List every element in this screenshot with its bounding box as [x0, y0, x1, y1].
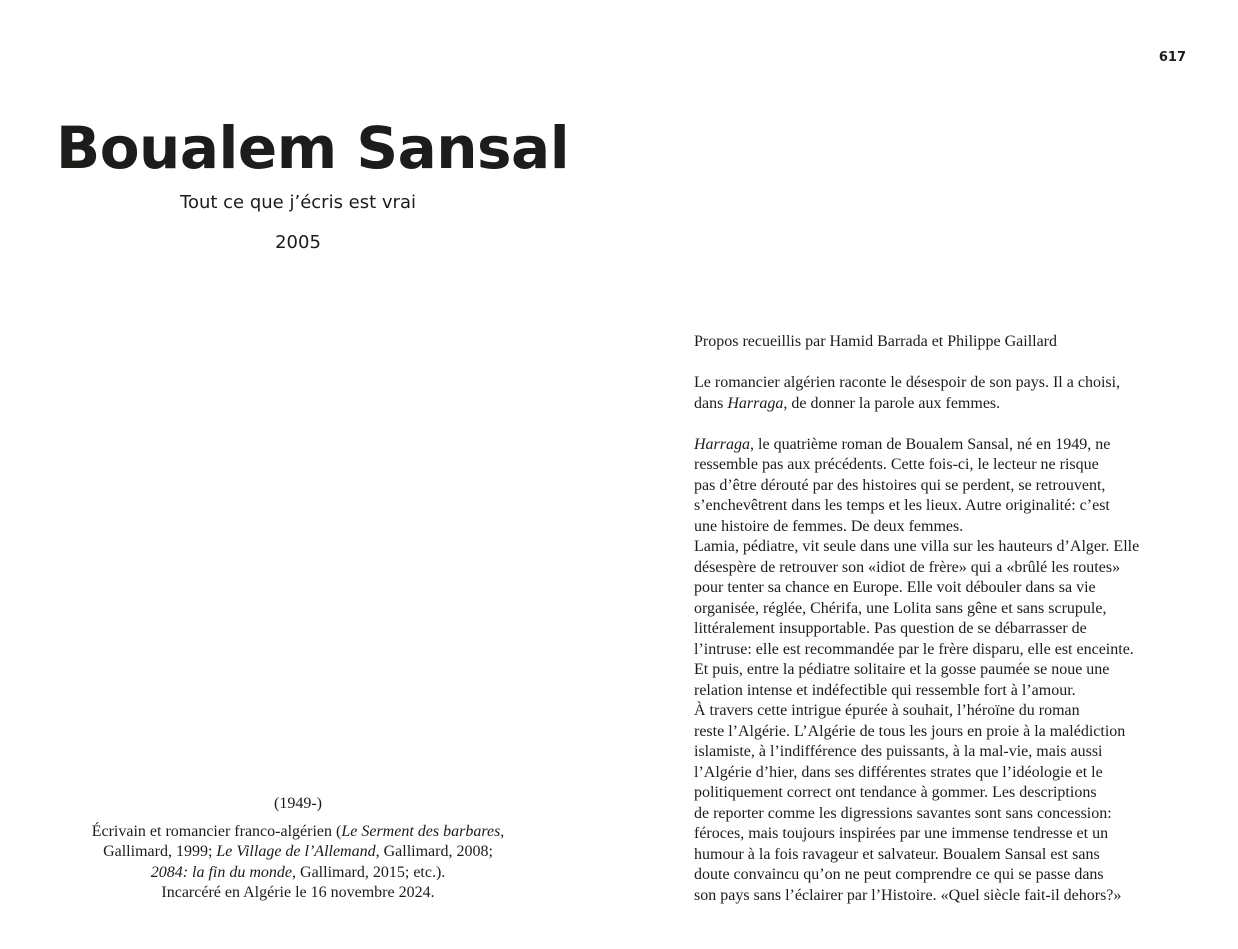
bio-text: , [500, 822, 505, 840]
book-title: Le Serment des barbares [341, 822, 501, 840]
bio-text: , Gallimard, 2008; [375, 843, 493, 860]
book-title: Harraga [727, 394, 784, 412]
bio-line [40, 842, 556, 863]
book-title: Harraga [694, 435, 751, 453]
text-line: pour tenter sa chance en Europe. Elle voit débouler dans sa vie [694, 579, 1096, 596]
bio-text: , Gallimard, 2015; etc.). [292, 863, 446, 881]
text-line: Lamia, pédiatre, vit seule dans une villa sur les hauteurs d’Alger. Elle [694, 538, 1140, 555]
text-line: désespère de retrouver son «idiot de frère» qui a «brûlé les routes» [694, 558, 1121, 576]
page-number: 617 [1158, 50, 1186, 65]
text-span: , le quatrième roman de Boualem Sansal, né en 1949, ne [750, 435, 1111, 453]
text-line: Et puis, entre la pédiatre solitaire et la gosse paumée se noue une [694, 661, 1110, 678]
book-title: 2084: la fin du monde [150, 863, 293, 881]
text-line: relation intense et indéfectible qui ressemble fort à l’amour. [694, 681, 1076, 699]
bio-line [40, 822, 556, 843]
text-line [694, 435, 1194, 456]
bio-text: Écrivain et romancier franco-algérien ( [91, 822, 342, 840]
text-line: s’enchevêtrent dans les temps et les lieux. Autre originalité: c’est [694, 497, 1110, 514]
author-name: Boualem Sansal [56, 114, 570, 182]
text-line: féroces, mais toujours inspirées par une immense tendresse et un [694, 825, 1109, 842]
text-line: de reporter comme les digressions savantes sont sans concession: [694, 804, 1112, 822]
text-line: doute convaincu qu’on ne peut comprendre ce qui se passe dans [694, 866, 1104, 883]
author-bio [40, 794, 556, 904]
bio-text: Gallimard, 1999; [103, 843, 217, 860]
bio-line: Incarcéré en Algérie le 16 novembre 2024. [161, 884, 435, 901]
bio-line [40, 863, 556, 884]
book-title: Le Village de l’Allemand [216, 843, 376, 860]
text-span: , de donner la parole aux femmes. [783, 394, 1001, 412]
text-line: ressemble pas aux précédents. Cette fois-ci, le lecteur ne risque [694, 456, 1099, 473]
text-line: l’Algérie d’hier, dans ses différentes strates que l’idéologie et le [694, 763, 1103, 781]
text-span: dans [694, 394, 728, 412]
text-line [694, 394, 1194, 415]
text-line: une histoire de femmes. De deux femmes. [694, 517, 964, 535]
text-line: À travers cette intrigue épurée à souhait, l’héroïne du roman [694, 702, 1080, 719]
text-line: son pays sans l’éclairer par l’Histoire. «Quel siècle fait-il dehors?» [694, 886, 1122, 904]
author-dates: (1949-) [274, 795, 322, 812]
article [694, 332, 1194, 906]
article-credit: Propos recueillis par Hamid Barrada et Philippe Gaillard [694, 333, 1058, 350]
text-line: politiquement correct ont tendance à gommer. Les descriptions [694, 784, 1097, 801]
text-line: humour à la fois ravageur et salvateur. Boualem Sansal est sans [694, 845, 1100, 863]
article-intro [694, 373, 1194, 414]
text-line: Le romancier algérien raconte le désespoir de son pays. Il a choisi, [694, 374, 1121, 391]
text-line: pas d’être dérouté par des histoires qui se perdent, se retrouvent, [694, 476, 1106, 494]
article-paragraph [694, 435, 1194, 538]
text-line: organisée, réglée, Chérifa, une Lolita sans gêne et sans scrupule, [694, 599, 1107, 617]
article-paragraph [694, 701, 1194, 906]
text-line: islamiste, à l’indifférence des puissants, à la mal-vie, mais aussi [694, 743, 1103, 760]
text-line: reste l’Algérie. L’Algérie de tous les jours en proie à la malédiction [694, 722, 1126, 740]
work-title: Tout ce que j’écris est vrai [180, 192, 416, 213]
text-line: l’intruse: elle est recommandée par le frère disparu, elle est enceinte. [694, 640, 1134, 658]
article-paragraph [694, 537, 1194, 701]
text-line: littéralement insupportable. Pas question de se débarrasser de [694, 620, 1087, 637]
work-year: 2005 [275, 232, 321, 253]
